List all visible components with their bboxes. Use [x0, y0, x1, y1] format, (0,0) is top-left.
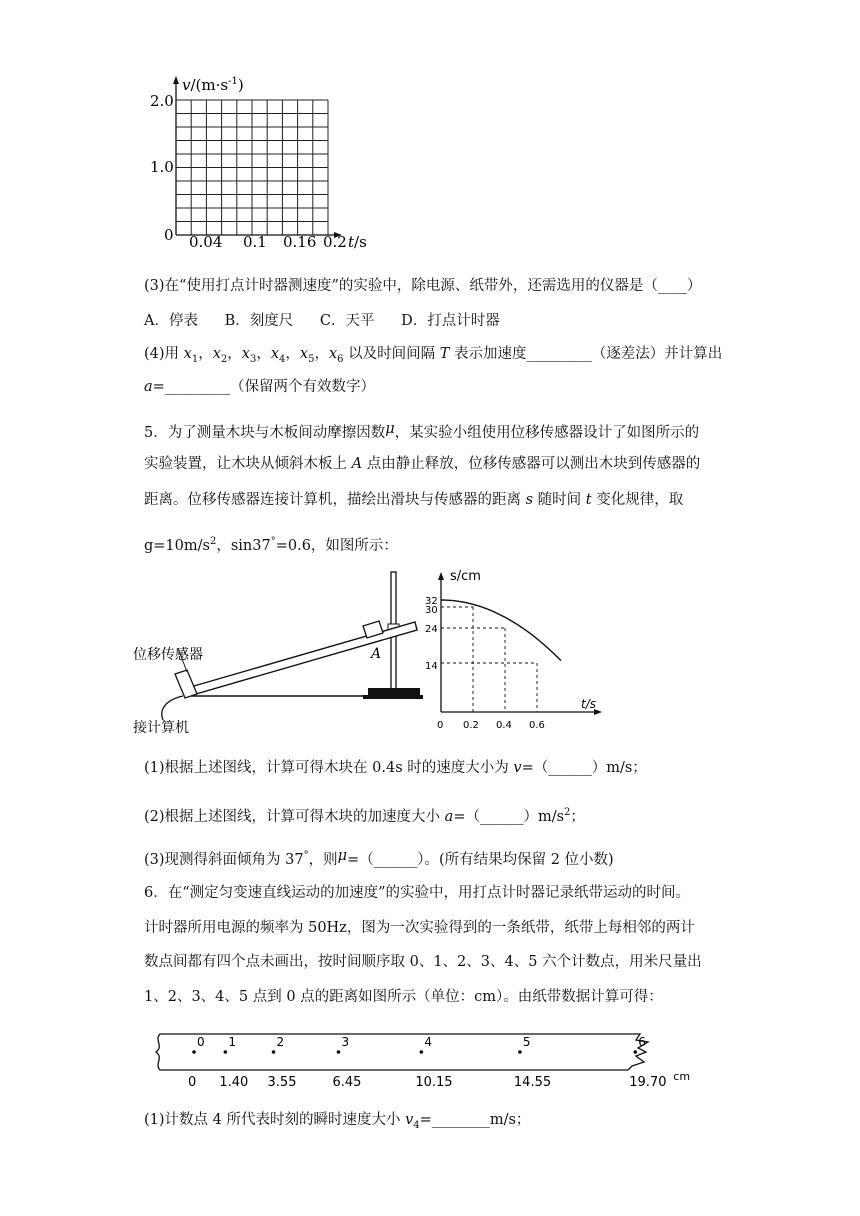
stand-base	[368, 688, 420, 695]
tape-dot	[272, 1050, 276, 1054]
tape-point-label: 4	[424, 1035, 433, 1049]
st-y-tick-32: 32	[425, 596, 438, 607]
vt-x-tick-016: 0.16	[283, 233, 317, 251]
q6-line3: 数点间都有四个点未画出，按时间顺序取 0、1、2、3、4、5 六个计数点，用米尺量出	[144, 954, 702, 970]
tape-dot	[224, 1050, 228, 1054]
sensor-label: 位移传感器	[133, 647, 203, 663]
q5-sub3: (3)现测得斜面倾角为 37°，则μ=（______）。(所有结果均保留 2 位小数)	[144, 848, 614, 868]
tape-distance: 19.70	[629, 1075, 667, 1090]
q5-line3: 距离。位移传感器连接计算机，描绘出滑块与传感器的距离 s 随时间 t 变化规律，取	[144, 492, 684, 508]
q5-line4: $g=10m/s^2$，sin37°=0.6，如图所示：	[144, 536, 398, 554]
tape-distance: 10.15	[415, 1075, 453, 1090]
q6-line2: 计时器所用电源的频率为 50Hz，图为一次实验得到的一条纸带，纸带上每相邻的两计	[144, 920, 695, 936]
vt-ylabel: $v/(m\cdot s^{-1})$	[182, 76, 244, 94]
st-y-arrow	[438, 572, 444, 580]
q5-line2: 实验装置，让木块从倾斜木板上 A 点由静止释放，位移传感器可以测出木块到传感器的	[144, 456, 701, 472]
q4-3-options	[144, 311, 522, 331]
tape-point-label: 2	[276, 1035, 285, 1049]
st-y-tick-14: 14	[425, 661, 438, 672]
st-y-tick-30: 30	[425, 605, 438, 616]
q6-sub1: (1)计数点 4 所代表时刻的瞬时速度大小 $v_4=\_\_\_\_\_\_\_\_m/s$；	[144, 1112, 531, 1131]
st-x-tick-04: 0.4	[496, 720, 512, 731]
tape-point-label: 0	[197, 1035, 205, 1049]
apparatus-figure	[125, 560, 435, 740]
option-b: B．刻度尺	[224, 313, 294, 329]
vt-xlabel: t/s	[348, 233, 367, 251]
st-x-tick-06: 0.6	[529, 720, 545, 731]
tape-distances	[188, 1070, 690, 1090]
vt-x-tick-01: 0.1	[243, 233, 267, 251]
tape-distance: 6.45	[332, 1075, 362, 1090]
option-c: C．天平	[319, 313, 375, 329]
tape-point-label: 1	[228, 1035, 237, 1049]
q4-3-text: (3)在“使用打点计时器测速度”的实验中，除电源、纸带外，还需选用的仪器是（____）	[144, 278, 702, 294]
q5-sub1: (1)根据上述图线，计算可得木块在 0.4s 时的速度大小为 v=（______）m/s；	[144, 760, 647, 776]
tape-dot	[337, 1050, 341, 1054]
stand-foot	[363, 695, 423, 699]
vt-x-tick-004: 0.04	[189, 233, 223, 251]
tape-point-label: 6	[638, 1035, 646, 1049]
vt-y-tick-2: 2.0	[150, 92, 174, 110]
st-curve	[441, 600, 561, 661]
vt-grid-lines	[176, 100, 328, 235]
tape-dot	[518, 1050, 522, 1054]
tape-dot	[192, 1050, 196, 1054]
option-d: D．打点计时器	[401, 313, 500, 329]
q6-line4: 1、2、3、4、5 点到 0 点的距离如图所示（单位：cm）。由纸带数据计算可得：	[144, 989, 663, 1005]
q4-4-line1: (4)用 $x_1$，$x_2$，$x_3$，$x_4$，$x_5$，$x_6$ 以及时间间隔 T 表示加速度_________（逐差法）并计算出	[144, 346, 723, 365]
tape-distance: 14.55	[513, 1075, 552, 1090]
vt-y-arrow	[173, 76, 179, 84]
tape-point-label: 5	[522, 1035, 531, 1049]
tape-distance: 0	[188, 1075, 197, 1090]
q5-line1: 5．为了测量木块与木板间动摩擦因数μ，某实验小组使用位移传感器设计了如图所示的	[144, 421, 700, 441]
st-x-tick-0: 0	[437, 720, 444, 731]
q6-line1: 6．在“测定匀变速直线运动的加速度”的实验中，用打点计时器记录纸带运动的时间。	[144, 885, 691, 901]
st-xlabel: t/s	[581, 697, 596, 711]
q5-sub2: (2)根据上述图线，计算可得木块的加速度大小 $a=(\_\_\_\_\_\_)m/s^2$；	[144, 807, 585, 825]
st-graph	[420, 560, 610, 740]
st-x-tick-02: 0.2	[463, 720, 479, 731]
tape-dot	[633, 1050, 637, 1054]
tape-distance: 3.55	[267, 1075, 297, 1090]
computer-cable	[162, 696, 183, 720]
vt-y-tick-1: 1.0	[150, 158, 174, 176]
st-dashed-guides	[441, 607, 537, 712]
paper-tape	[152, 1022, 691, 1092]
st-y-tick-24: 24	[425, 624, 438, 635]
option-a: A．停表	[144, 313, 198, 329]
vt-y-tick-0: 0	[164, 226, 174, 244]
tape-distance: 1.40	[219, 1075, 249, 1090]
tape-dot	[420, 1050, 424, 1054]
q4-4-line2: a=_________（保留两个有效数字）	[144, 379, 376, 395]
point-a-label: A	[371, 646, 382, 662]
vt-x-tick-02: 0.2	[323, 233, 347, 251]
st-ylabel: s/cm	[450, 569, 481, 584]
tape-unit: cm	[673, 1070, 691, 1083]
computer-label: 接计算机	[133, 720, 189, 736]
displacement-sensor	[175, 670, 197, 698]
tape-point-label: 3	[341, 1035, 350, 1049]
vt-grid-graph	[140, 70, 380, 255]
